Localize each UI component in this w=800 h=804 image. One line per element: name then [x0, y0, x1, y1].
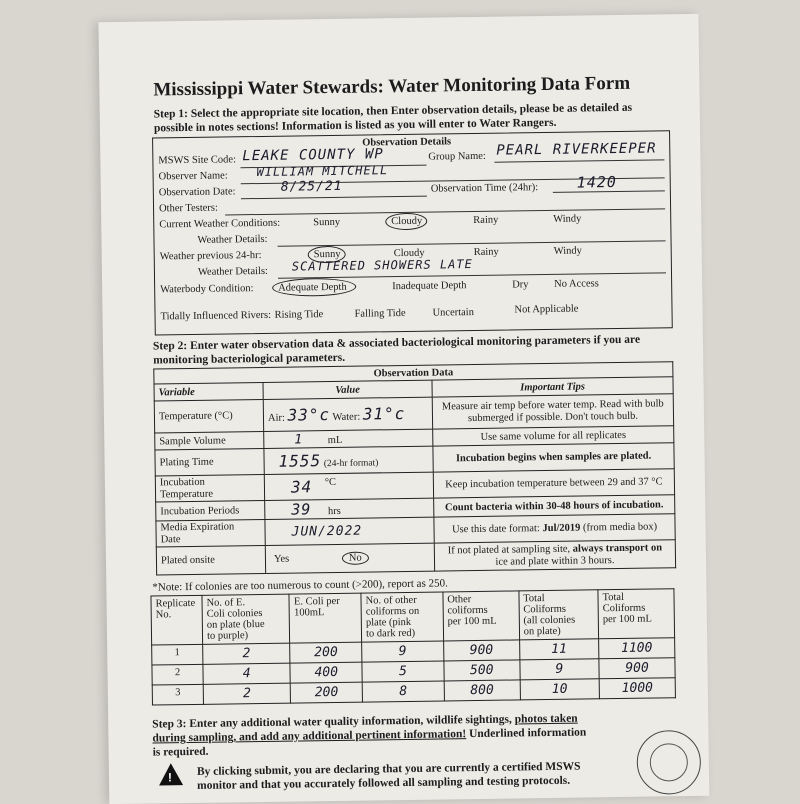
replicate-number: 1	[152, 644, 203, 665]
onsite-tip	[434, 540, 675, 571]
waterbody-option-dry[interactable]: Dry	[512, 279, 529, 291]
replicate-value[interactable]: 2	[203, 643, 291, 664]
rep-header-1-line: to purple)	[206, 630, 249, 642]
step2-line1: Step 2: Enter water observation data & associated bacteriological monitoring parameters if you are	[152, 333, 641, 353]
form-paper: Mississippi Water Stewards: Water Monitoring Data Form Step 1: Select the appropriate site location, then Enter observation details, please be as detailed as possible in notes sections! Information is listed as you will enter to Water Rangers. Observation Details MSWS Site Code: LEAKE COUNTY WP Group Name: PEARL RIVERKEEPER Observer Name: WILLIAM MITCHELL Observation Date: 8/25/21 Observation Time (24hr): 1420 Other Testers: Current Weather Conditions: Sunny Cloudy Rainy Windy Weather Details: Weather previous 24-hr: Sunny Cloudy Rainy Windy Weather Details: SCATTERED SHOWERS LATE Waterbody Condition: Adequate Depth Inadequate Depth Dry No Access Tidally Influenced Rivers: Rising Tide Falling Tide Uncertain Not Applicable Step 2: Enter water observation data & associated bacteriological monitoring parameters if you are monitoring bacteriological parameters. Observation Data Variable Value Important Tips Temperature (°C) Air: 33°c Water: 31°c Measure air temp before water temp. Read with bulb submerged if possible. Don't touch bulb. Sample Volume 1 mL Use same volume for all replicates Plating Time 1555 (24-hr format) Incubation begins when samples are plated. Incubation Temperature 34 °C Keep incubation temperature between 29 and 37 °C Incubation Periods 39 hrs Count bacteria within 30-48 hours of incubation. Media Expiration Date JUN/2022 Use this date format: Jul/2019 (from media box) Plated onsite Yes No If not plated at sampling site, always transport on ice and plate within 3 hours. *Note: If colonies are too numerous to count (>200), report as 250. Replicate No. No. of E. Coli colonies on plate (blue to purple) E. Coli per 100mL No. of other coliforms on plate (pink to dark red) Other coliforms per 100 mL Total Coliforms (all colonies on plate) Total Coliforms per 100 mL 1 2 200 9 900 11 1100 2 4 400 5 500 9 900 3 2 200 8 800 10 1000 Step 3: Enter any additional water quality information, wildlife sightings, photos taken during sampling, and add any additional pertinent information! Underlined information is required. ! By clicking submit, you are declaring that you are currently a certified MSWS monitor and that you accurately followed all sampling and testing protocols.	[98, 14, 709, 804]
weather-prev-label: Weather previous 24-hr:	[159, 249, 262, 263]
col-variable: Variable	[154, 382, 263, 401]
observation-date-label: Observation Date:	[158, 186, 236, 199]
current-weather-option-cloudy[interactable]: Cloudy	[391, 215, 423, 228]
seal-wave-icon	[650, 743, 689, 782]
weather-prev-option-rainy[interactable]: Rainy	[473, 246, 499, 259]
current-weather-option-rainy[interactable]: Rainy	[473, 214, 499, 227]
step3-a: Step 3: Enter any additional water quality information, wildlife sightings,	[152, 713, 515, 731]
rep-header-4	[443, 591, 520, 641]
rep-header-4-line: per 100 mL	[447, 615, 497, 628]
air-value[interactable]: 33°c	[287, 405, 331, 425]
rep-header-3	[361, 592, 443, 642]
onsite-no[interactable]: No	[342, 552, 369, 565]
step3-c: during sampling, and add any additional pertinent information!	[152, 728, 467, 745]
form-title: Mississippi Water Stewards: Water Monitoring Data Form	[153, 72, 631, 101]
replicate-value[interactable]: 5	[362, 661, 444, 682]
rep-header-2-line: E. Coli per	[293, 595, 340, 608]
step3-d: Underlined information	[466, 726, 587, 741]
inc-temp-label-2: Temperature	[159, 488, 214, 500]
air-label: Air:	[267, 412, 285, 424]
weather-prev-option-windy[interactable]: Windy	[553, 245, 582, 257]
waterbody-option-adequate[interactable]: Adequate Depth	[278, 281, 347, 294]
inc-period-value[interactable]: 39	[291, 500, 312, 519]
replicate-value[interactable]: 900	[599, 658, 675, 679]
replicate-value[interactable]: 9	[520, 659, 600, 680]
water-value[interactable]: 31°c	[362, 403, 406, 424]
replicate-number: 3	[152, 684, 203, 705]
rep-header-3-line: to dark red)	[366, 627, 416, 640]
weather-details-label-2: Weather Details:	[197, 265, 269, 278]
inc-period-label: Incubation Periods	[156, 500, 265, 521]
rep-header-2-line: 100mL	[293, 607, 325, 619]
water-label: Water:	[332, 411, 361, 423]
replicate-number: 2	[152, 664, 203, 685]
col-value: Value	[263, 380, 432, 399]
rep-header-3-line: plate (pink	[365, 616, 412, 629]
media-value-cell[interactable]	[265, 517, 434, 545]
other-testers-label: Other Testers:	[158, 202, 218, 215]
replicate-value[interactable]: 10	[520, 679, 600, 700]
inc-temp-value-cell[interactable]	[264, 472, 433, 500]
rep-header-5-line: Coliforms	[523, 603, 567, 616]
rep-header-0-line: Replicate	[155, 597, 196, 610]
rep-header-5-line: Total	[523, 593, 545, 605]
replicate-value[interactable]: 8	[362, 681, 444, 702]
volume-value[interactable]: 1	[294, 431, 304, 448]
current-weather-option-windy[interactable]: Windy	[553, 213, 582, 225]
observation-date-value[interactable]: 8/25/21	[280, 178, 343, 195]
replicate-value[interactable]: 1100	[599, 638, 675, 659]
waterbody-option-inadequate[interactable]: Inadequate Depth	[392, 280, 467, 293]
replicate-value[interactable]: 1000	[599, 678, 675, 699]
media-tip-c: (from media box)	[580, 521, 658, 534]
current-weather-label: Current Weather Conditions:	[159, 217, 281, 231]
inc-temp-label-1: Incubation	[159, 476, 205, 488]
rep-header-6	[598, 589, 675, 639]
rep-header-5-line: (all colonies	[523, 614, 576, 627]
tidal-option-uncertain[interactable]: Uncertain	[432, 307, 475, 319]
tidal-option-falling[interactable]: Falling Tide	[354, 307, 406, 320]
rep-header-5	[519, 590, 599, 640]
rep-header-4-line: coliforms	[447, 604, 488, 617]
rep-header-0	[151, 595, 203, 645]
onsite-label: Plated onsite	[156, 545, 265, 575]
disclaimer-line2: monitor and that you accurately followed all sampling and testing protocols.	[197, 774, 571, 792]
rep-header-3-line: coliforms on	[365, 605, 420, 618]
col-tips: Important Tips	[432, 377, 673, 397]
tidal-option-not-applicable[interactable]: Not Applicable	[514, 303, 579, 316]
disclaimer-line1: By clicking submit, you are declaring that you are currently a certified MSWS	[196, 760, 581, 778]
plating-value[interactable]: 1555	[278, 451, 322, 471]
volume-label: Sample Volume	[155, 431, 264, 450]
rep-header-1-line: Coli colonies	[206, 607, 263, 620]
weather-details-label: Weather Details:	[197, 233, 268, 246]
step3-b: photos taken	[514, 712, 578, 726]
inc-temp-tip: Keep incubation temperature between 29 and 37 °C	[433, 469, 674, 498]
waterbody-option-no-access[interactable]: No Access	[554, 278, 599, 290]
rep-header-1-line: on plate (blue	[206, 618, 265, 631]
note-text: *Note: If colonies are too numerous to count (>200), report as 250.	[152, 577, 448, 594]
rep-header-6-line: Total	[602, 591, 625, 604]
stewards-seal-logo	[636, 730, 701, 795]
temp-label: Temperature (°C)	[154, 399, 263, 433]
rep-header-6-line: Coliforms	[602, 602, 646, 615]
replicate-value[interactable]: 500	[444, 660, 520, 681]
plating-tip: Incubation begins when samples are plated.	[433, 443, 674, 472]
media-tip-a: Use this date format:	[451, 523, 543, 536]
observation-data-table	[153, 361, 676, 575]
plating-label: Plating Time	[155, 448, 264, 476]
temp-value-cell[interactable]	[263, 397, 432, 431]
replicate-value[interactable]: 11	[519, 639, 599, 660]
media-label	[156, 519, 265, 547]
rep-header-6-line: per 100 mL	[602, 613, 652, 626]
replicate-table	[150, 588, 675, 705]
media-label-2: Date	[160, 533, 181, 545]
rep-header-1-line: No. of E.	[206, 597, 246, 609]
replicate-value[interactable]: 4	[203, 663, 291, 684]
rep-header-5-line: on plate)	[523, 625, 561, 638]
replicate-value[interactable]: 9	[362, 641, 444, 662]
onsite-tip-2: ice and plate within 3 hours.	[495, 554, 615, 568]
media-tip	[434, 514, 675, 543]
volume-tip: Use same volume for all replicates	[433, 426, 674, 446]
rep-header-0-line: No.	[155, 609, 172, 621]
observation-time-value[interactable]: 1420	[576, 173, 617, 192]
site-code-label: MSWS Site Code:	[158, 154, 237, 167]
volume-unit: mL	[327, 434, 343, 446]
media-value[interactable]: JUN/2022	[291, 523, 363, 540]
inc-period-tip: Count bacteria within 30-48 hours of incubation.	[434, 495, 675, 517]
weather-prev-option-cloudy[interactable]: Cloudy	[393, 247, 425, 260]
inc-temp-unit: °C	[324, 476, 337, 489]
inc-temp-value[interactable]: 34	[290, 477, 313, 497]
temp-tip-2: submerged if possible. Don't touch bulb.	[467, 410, 639, 424]
replicate-value[interactable]: 800	[444, 680, 520, 701]
media-tip-b: Jul/2019	[542, 522, 581, 535]
onsite-value-cell[interactable]	[265, 543, 434, 573]
replicate-value[interactable]: 2	[203, 683, 291, 704]
step1-line2: possible in notes sections! Information is listed as you will enter to Water Rangers.	[153, 116, 557, 135]
onsite-tip-1b: always transport on	[572, 541, 663, 555]
plating-value-cell[interactable]	[264, 446, 433, 474]
step2-line2: monitoring bacteriological parameters.	[153, 351, 346, 367]
observation-time-label: Observation Time (24hr):	[430, 182, 539, 195]
replicate-value[interactable]: 900	[443, 640, 519, 661]
onsite-yes[interactable]: Yes	[273, 553, 290, 565]
replicate-value[interactable]: 200	[290, 642, 362, 663]
rep-header-4-line: Other	[447, 594, 472, 606]
temp-tip-1: Measure air temp before water temp. Read with bulb	[441, 397, 664, 412]
rep-header-3-line: No. of other	[365, 594, 417, 607]
current-weather-option-sunny[interactable]: Sunny	[313, 216, 341, 229]
weather-details-value-2[interactable]: SCATTERED SHOWERS LATE	[291, 257, 473, 274]
onsite-tip-1a: If not plated at sampling site,	[447, 543, 573, 556]
rep-header-2	[289, 593, 361, 643]
observer-name-label: Observer Name:	[158, 170, 228, 183]
observation-details-header: Observation Details	[362, 136, 452, 149]
group-name-value[interactable]: PEARL RIVERKEEPER	[496, 140, 657, 159]
weather-prev-option-sunny[interactable]: Sunny	[313, 248, 341, 261]
group-name-label: Group Name:	[428, 150, 486, 163]
step3-line3: is required.	[152, 745, 209, 759]
replicate-value[interactable]: 400	[290, 662, 362, 683]
replicate-value[interactable]: 200	[291, 682, 363, 703]
inc-period-unit: hrs	[327, 505, 341, 518]
waterbody-label: Waterbody Condition:	[160, 283, 254, 296]
tidal-option-rising[interactable]: Rising Tide	[274, 309, 324, 321]
site-code-value[interactable]: LEAKE COUNTY WP	[242, 146, 384, 165]
observer-name-value[interactable]: WILLIAM MITCHELL	[256, 163, 389, 180]
inc-temp-label	[155, 474, 264, 502]
temp-tip	[432, 394, 673, 429]
media-label-1: Media Expiration	[160, 520, 235, 533]
tidal-label: Tidally Influenced Rivers:	[160, 309, 272, 323]
inc-period-value-cell[interactable]	[265, 498, 434, 519]
plating-unit: (24-hr format)	[323, 458, 379, 470]
observation-data-header: Observation Data	[154, 362, 673, 384]
rep-header-1	[202, 594, 290, 644]
step1-line1: Step 1: Select the appropriate site location, then Enter observation details, please be as detailed as	[153, 101, 633, 121]
